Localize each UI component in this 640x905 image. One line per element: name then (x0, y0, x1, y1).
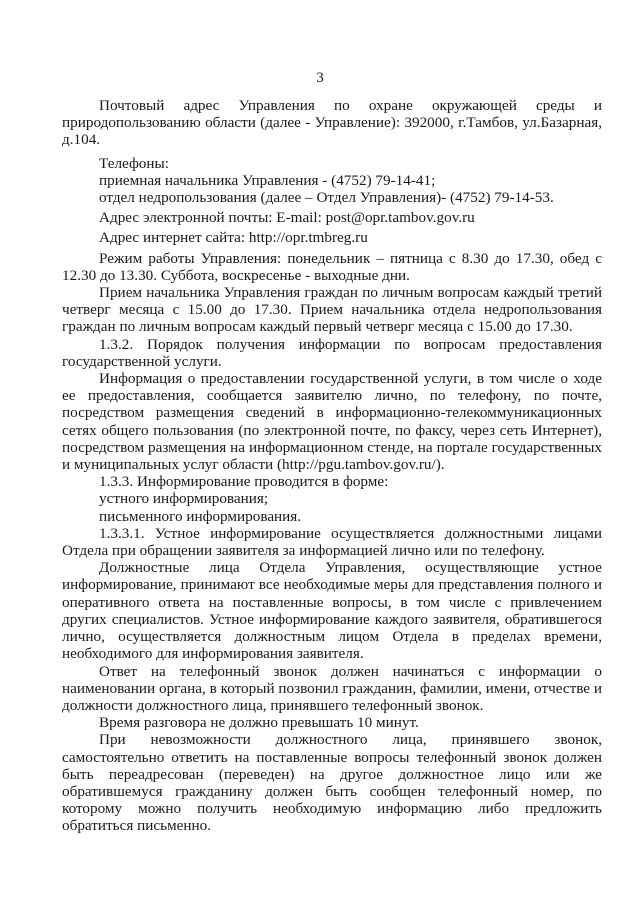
paragraph-phones-heading: Телефоны: (99, 154, 169, 172)
paragraph-written-form: письменного информирования. (99, 507, 302, 525)
paragraph-phone-reception: приемная начальника Управления - (4752) 79-14-41; (99, 171, 436, 189)
paragraph-information-channels: Информация о предоставлении государственной услуги, в том числе о ходе ее предоставления, сообщается заявителю лично, по телефону, по почте, посредством размещения сведений в информационно-телекоммуникационных сетях общего пользования (по электронной почте, по факсу, через сеть Интернет), посредством размещения на информационном стенде, на портале государственных и муниципальных услуг области (http://pgu.tambov.gov.ru/). (62, 370, 602, 474)
paragraph-section-1-3-3-1: 1.3.3.1. Устное информирование осуществляется должностными лицами Отдела при обращении заявителя за информацией лично или по телефону. (62, 524, 602, 560)
paragraph-oral-form: устного информирования; (99, 490, 269, 508)
paragraph-reception-schedule: Прием начальника Управления граждан по личным вопросам каждый третий четверг месяца с 15.00 до 17.30. Прием начальника отдела недропользования граждан по личным вопросам каждый первый четверг месяца с 15.00 до 17.30. (62, 284, 602, 336)
page-number: 3 (316, 70, 324, 86)
paragraph-working-hours: Режим работы Управления: понедельник – пятница с 8.30 до 17.30, обед с 12.30 до 13.30. Суббота, воскресенье - выходные дни. (62, 249, 602, 284)
paragraph-call-redirect: При невозможности должностного лица, принявшего звонок, самостоятельно ответить на поставленные вопросы телефонный звонок должен быть переадресован (переведен) на другое должностное лицо или же обратившемуся гражданину должен быть сообщен телефонный номер, по которому можно получить необходимую информацию либо предложить обратиться письменно. (62, 731, 602, 835)
paragraph-call-duration: Время разговора не должно превышать 10 минут. (99, 714, 419, 732)
paragraph-officials-duties: Должностные лица Отдела Управления, осуществляющие устное информирование, принимают все необходимые меры для представления полного и оперативного ответа на поставленные вопросы, в том числе с привлечением других специалистов. Устное информирование каждого заявителя, обратившегося лично, осуществляется должностным лицом Отдела в пределах времени, необходимого для информирования заявителя. (62, 559, 602, 663)
paragraph-section-1-3-2: 1.3.2. Порядок получения информации по вопросам предоставления государственной услуги. (62, 335, 602, 370)
paragraph-phone-answer: Ответ на телефонный звонок должен начинаться с информации о наименовании органа, в который позвонил гражданин, фамилии, имени, отчестве и должности должностного лица, принявшего телефонный звонок. (62, 662, 602, 714)
paragraph-phone-department: отдел недропользования (далее – Отдел Управления)- (4752) 79-14-53. (99, 189, 554, 207)
paragraph-postal-address: Почтовый адрес Управления по охране окружающей среды и природопользованию области (далее - Управление): 392000, г.Тамбов, ул.Базарная, д.104. (62, 97, 602, 149)
document-body (62, 97, 602, 835)
paragraph-email: Адрес электронной почты: E-mail: post@opr.tambov.gov.ru (99, 209, 475, 227)
paragraph-website: Адрес интернет сайта: http://opr.tmbreg.ru (99, 229, 368, 247)
paragraph-section-1-3-3: 1.3.3. Информирование проводится в форме: (99, 473, 389, 491)
